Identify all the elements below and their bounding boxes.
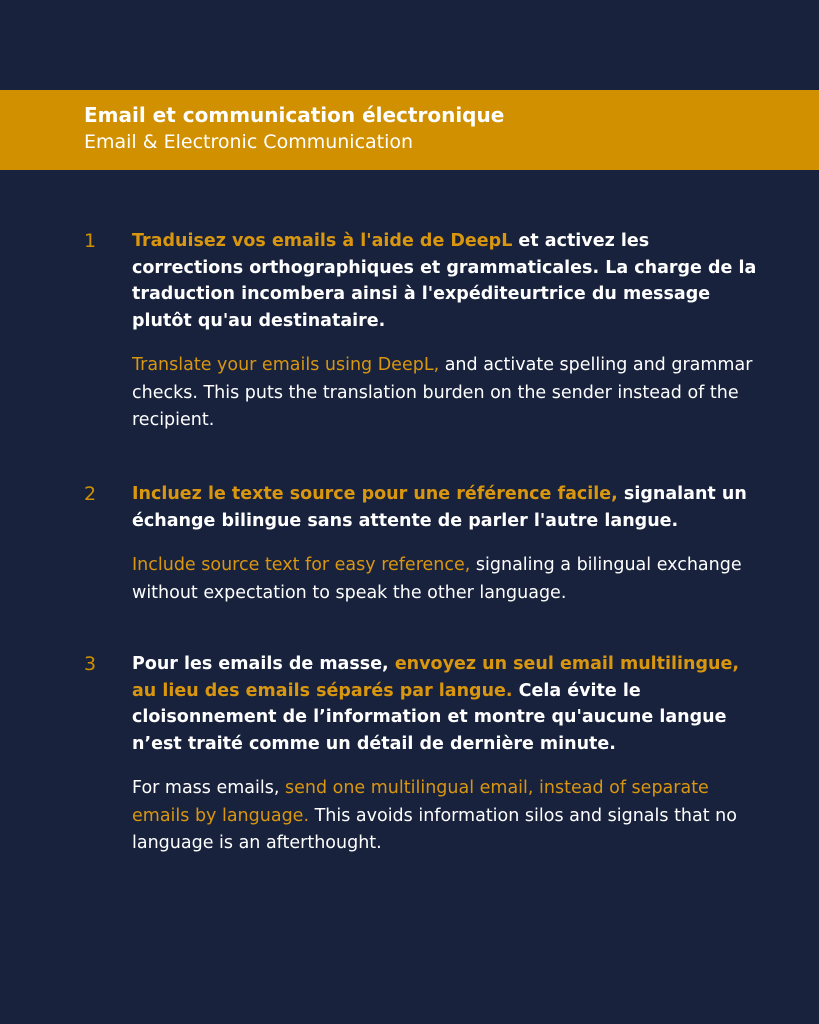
section-title-en: Email & Electronic Communication bbox=[84, 131, 414, 153]
tip-text-en bbox=[132, 552, 757, 607]
tip-text-en bbox=[132, 775, 757, 858]
tip-fr-rest: Cela évite le cloisonnement de l’information et montre qu'aucune langue n’est traité comme un détail de dernière minute. bbox=[132, 680, 727, 754]
section-header-banner bbox=[0, 90, 819, 170]
tip-number: 2 bbox=[84, 483, 97, 505]
tip-fr-rest: signalant un échange bilingue sans attente de parler l'autre langue. bbox=[132, 484, 747, 531]
tip-en-highlight: send one multilingual email, instead of separate emails by language. bbox=[132, 778, 709, 826]
tip-fr-before: Pour les emails de masse, bbox=[132, 654, 395, 674]
tip-text-fr bbox=[132, 481, 757, 534]
tip-text bbox=[132, 228, 757, 435]
tip-en-rest: and activate spelling and grammar checks. This puts the translation burden on the sender instead of the recipient. bbox=[132, 355, 753, 430]
tip-text-fr bbox=[132, 228, 757, 334]
tip-text bbox=[132, 481, 757, 607]
tip-text bbox=[132, 651, 757, 858]
tip-en-highlight: Include source text for easy reference, bbox=[132, 555, 471, 575]
tip-number: 1 bbox=[84, 230, 97, 252]
tip-text-fr bbox=[132, 651, 757, 757]
tip-en-rest: This avoids information silos and signals that no language is an afterthought. bbox=[132, 805, 737, 853]
tip-fr-highlight: envoyez un seul email multilingue, au lieu des emails séparés par langue. bbox=[132, 654, 739, 701]
tip-en-rest: signaling a bilingual exchange without expectation to speak the other language. bbox=[132, 555, 742, 603]
tip-en-highlight: Translate your emails using DeepL, bbox=[132, 355, 440, 375]
tip-number: 3 bbox=[84, 653, 97, 675]
tip-fr-highlight: Incluez le texte source pour une référence facile, bbox=[132, 484, 618, 504]
tip-fr-rest: et activez les corrections orthographiques et grammaticales. La charge de la traduction incombera ainsi à l'expéditeurtrice du message plutôt qu'au destinataire. bbox=[132, 231, 757, 331]
tip-fr-highlight: Traduisez vos emails à l'aide de DeepL bbox=[132, 231, 513, 251]
tip-en-before: For mass emails, bbox=[132, 778, 285, 798]
section-title-fr: Email et communication électronique bbox=[84, 103, 505, 127]
tip-text-en bbox=[132, 352, 757, 435]
